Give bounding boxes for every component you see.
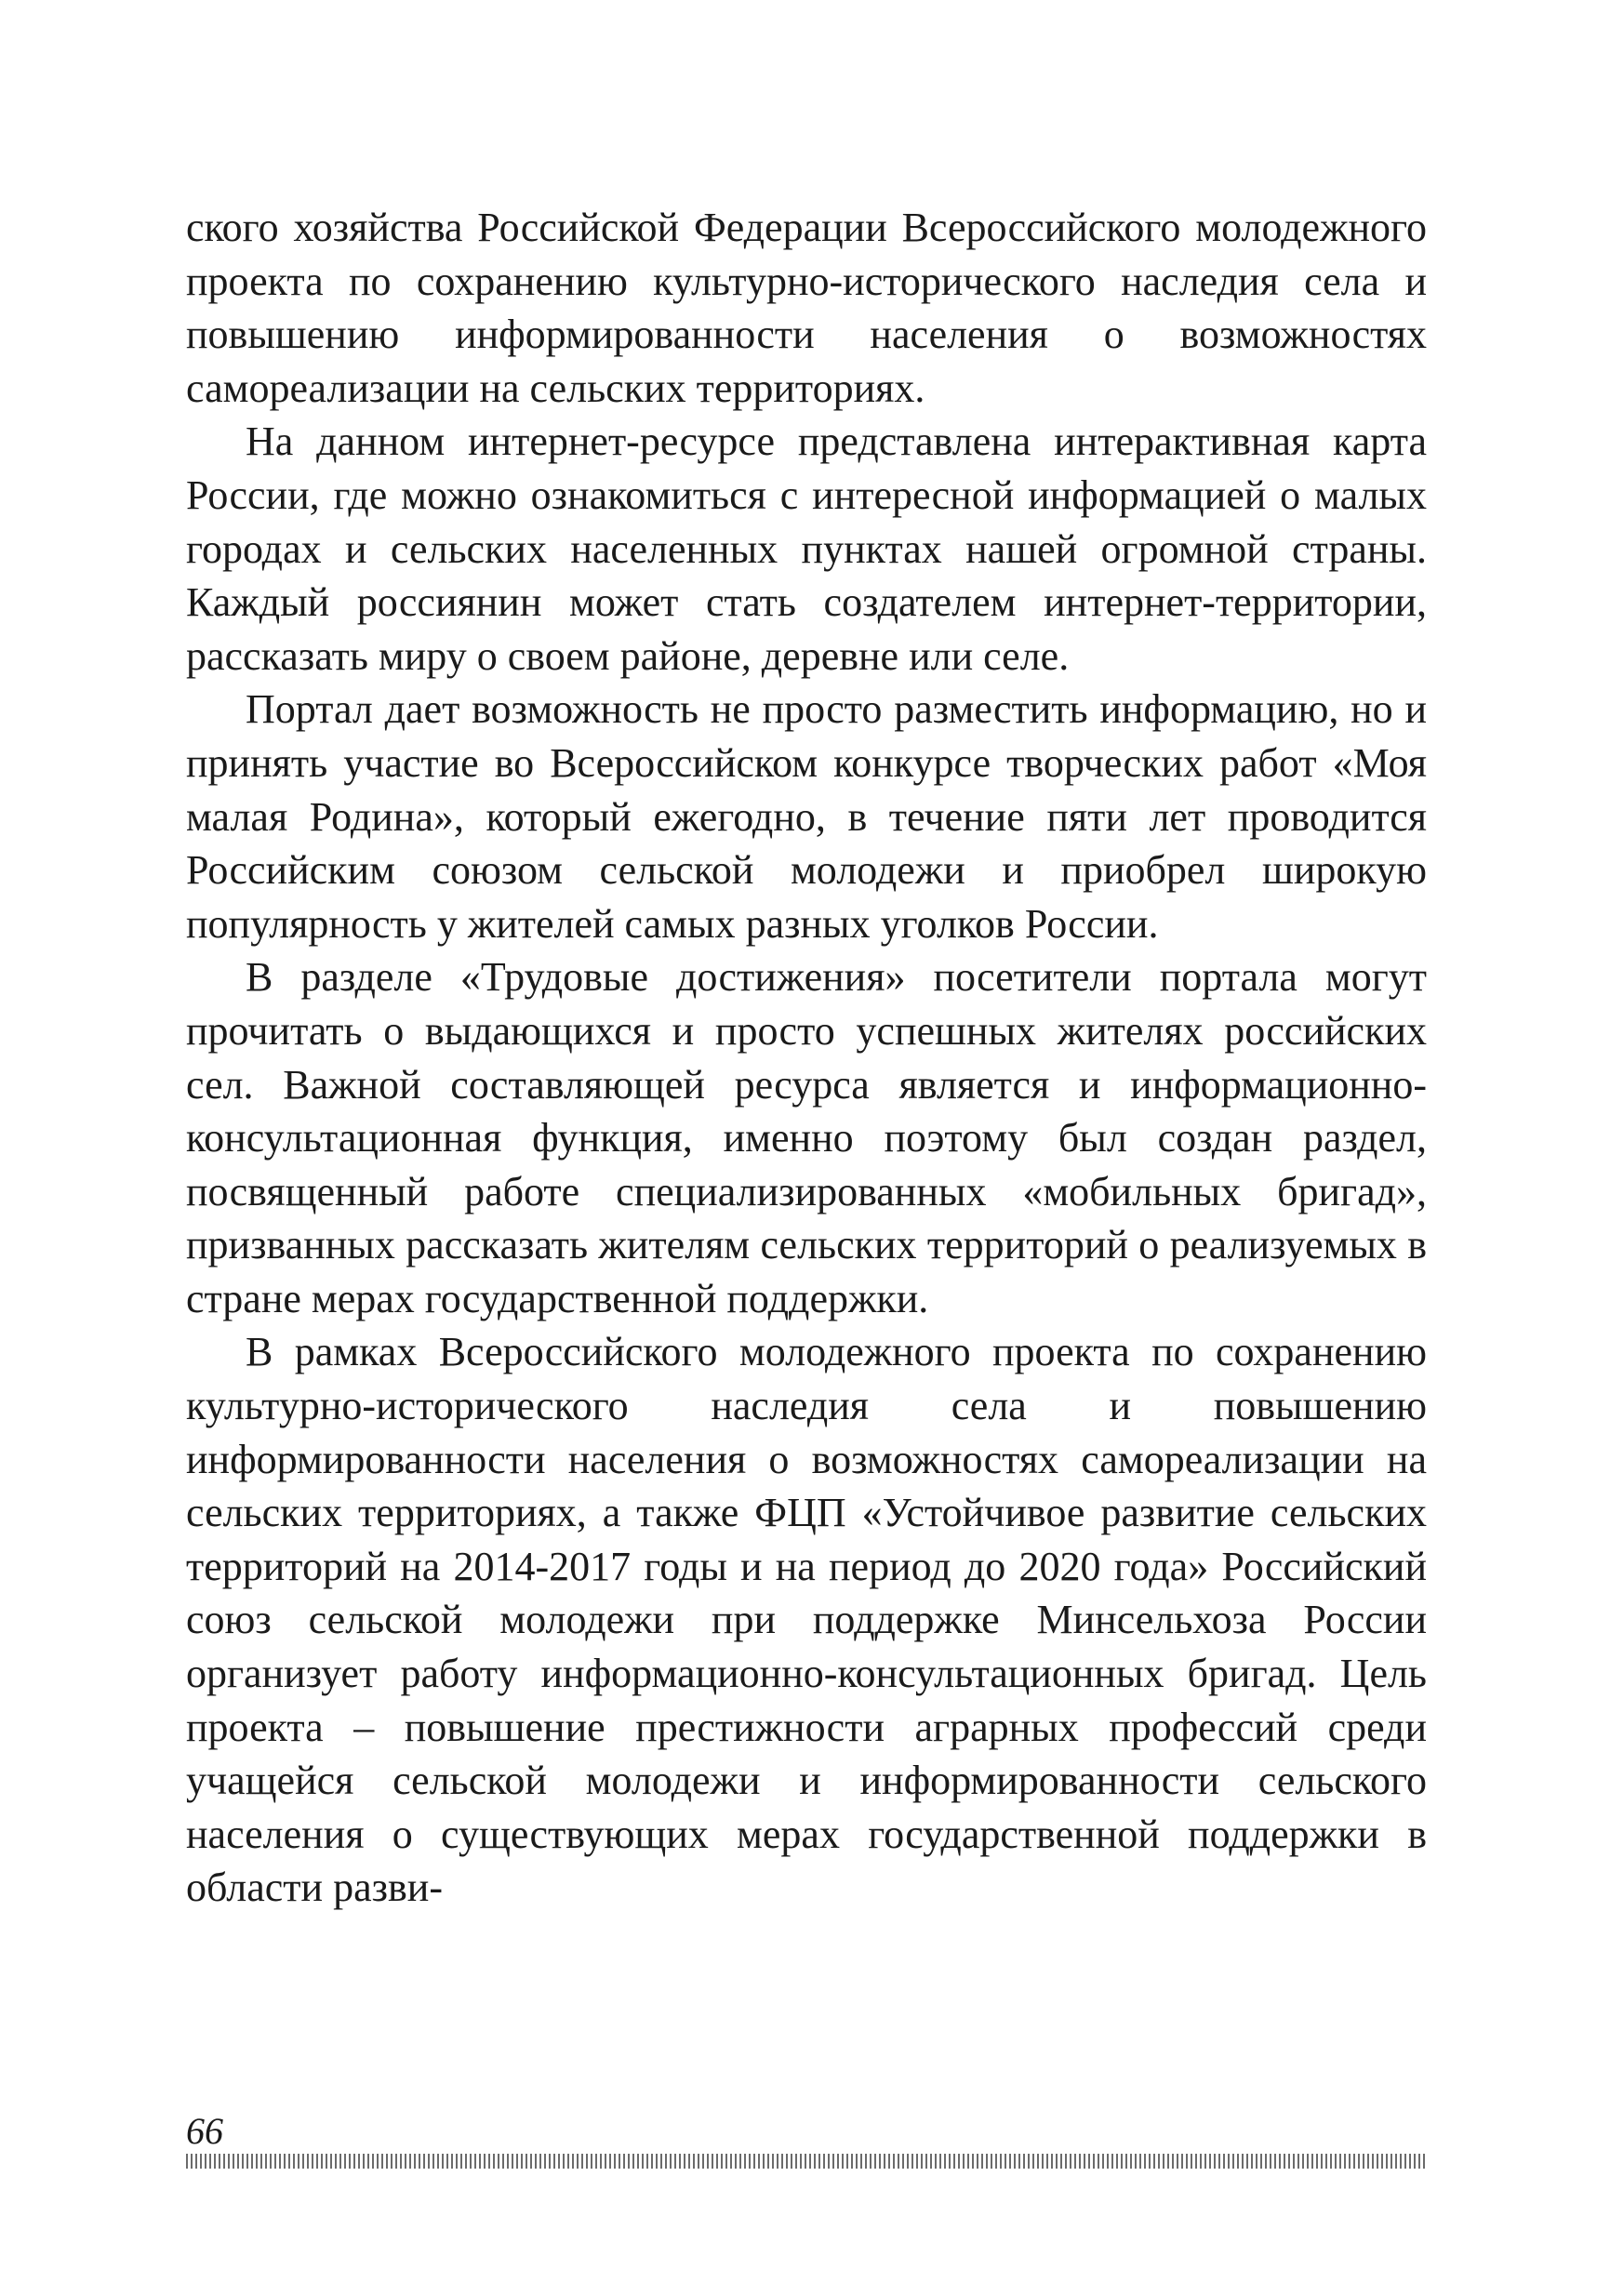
paragraph-3: Портал дает возможность не просто разместить информацию, но и принять участие во Всероссийском конкурсе творческих работ «Моя малая Родина», который ежегодно, в течение пяти лет проводится Российским союзом сельской молодежи и приобрел широкую популярность у жителей самых разных уголков России. bbox=[186, 686, 1427, 947]
page-number: 66 bbox=[186, 2110, 223, 2152]
paragraph-5: В рамках Всероссийского молодежного проекта по сохранению культурно-исторического наследия села и повышению информированности населения о возможностях самореализации на сельских территориях, а также ФЦП «Устойчивое развитие сельских территорий на 2014-2017 годы и на период до 2020 года» Российский союз сельской молодежи при поддержке Минсельхоза России организует работу информационно-консультационных бригад. Цель проекта – повышение престижности аграрных профессий среди учащейся сельской молодежи и информированности сельского населения о существующих мерах государственной поддержки в области разви- bbox=[186, 1329, 1427, 1911]
paragraph-1: ского хозяйства Российской Федерации Всероссийского молодежного проекта по сохранению культурно-исторического наследия села и повышению информированности населения о возможностях самореализации на сельских территориях. bbox=[186, 205, 1427, 411]
paragraph-4: В разделе «Трудовые достижения» посетители портала могут прочитать о выдающихся и просто успешных жителях российских сел. Важной составляющей ресурса является и информационно-консультационная функция, именно поэтому был создан раздел, посвященный работе специализированных «мобильных бригад», призванных рассказать жителям сельских территорий о реализуемых в стране мерах государственной поддержки. bbox=[186, 954, 1427, 1321]
page-body bbox=[186, 201, 1427, 1915]
footer-decorative-rule bbox=[186, 2154, 1427, 2169]
paragraph-2: На данном интернет-ресурсе представлена интерактивная карта России, где можно ознакомиться с интересной информацией о малых городах и сельских населенных пунктах нашей огромной страны. Каждый россиянин может стать создателем интернет-территории, рассказать миру о своем районе, деревне или селе. bbox=[186, 418, 1427, 679]
page-footer bbox=[186, 2110, 1427, 2169]
